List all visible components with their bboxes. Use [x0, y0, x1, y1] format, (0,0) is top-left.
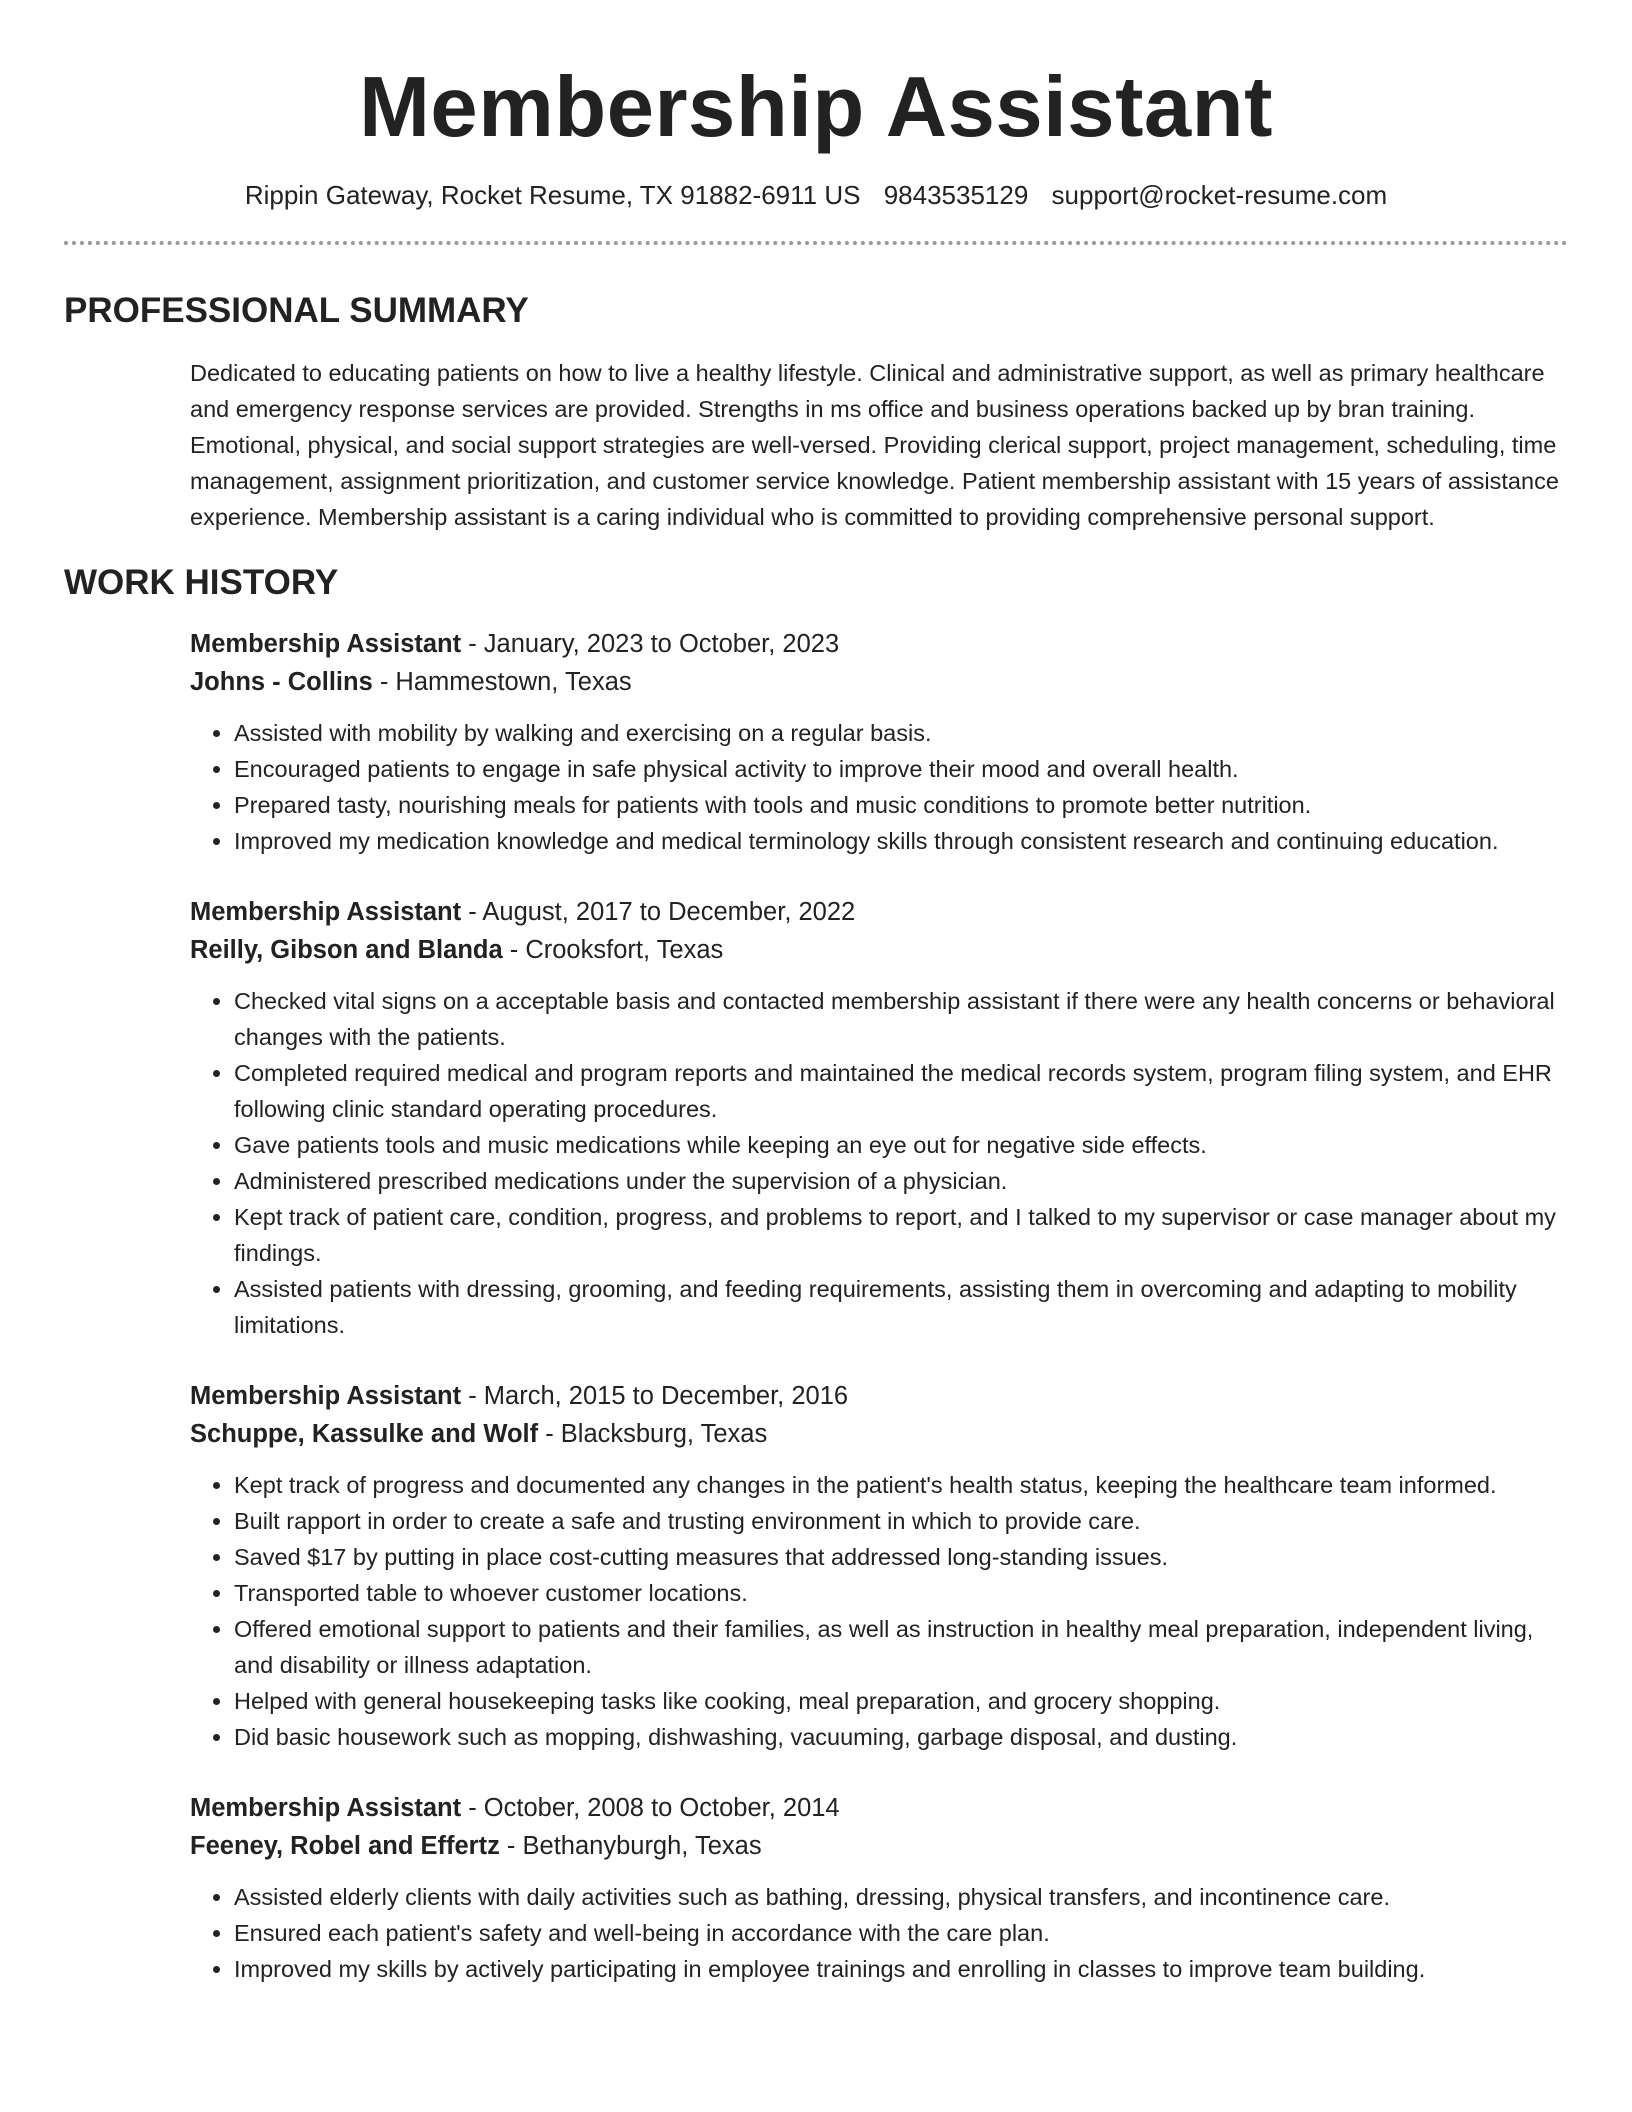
- job-bullet: • Assisted elderly clients with daily activities such as bathing, dressing, physical transfers, and incontinence care.: [234, 1879, 1568, 1915]
- contact-phone: 9843535129: [883, 180, 1029, 210]
- job-position: Membership Assistant: [190, 1382, 462, 1410]
- job-company-line: [190, 931, 1568, 969]
- job-bullet: • Encouraged patients to engage in safe physical activity to improve their mood and overall health.: [234, 751, 1568, 787]
- job-title-line: [190, 625, 1568, 663]
- job-bullets: [190, 715, 1568, 859]
- job-bullet: • Completed required medical and program reports and maintained the medical records system, program filing system, and EHR following clinic standard operating procedures.: [234, 1055, 1568, 1127]
- job-bullet: • Improved my skills by actively participating in employee trainings and enrolling in classes to improve team building.: [234, 1951, 1568, 1987]
- job-bullet: • Helped with general housekeeping tasks like cooking, meal preparation, and grocery shopping.: [234, 1683, 1568, 1719]
- job-dates: - August, 2017 to December, 2022: [461, 898, 856, 926]
- job-bullet: • Improved my medication knowledge and medical terminology skills through consistent research and continuing education.: [234, 823, 1568, 859]
- job-entry: [190, 625, 1568, 859]
- contact-line: [64, 178, 1568, 212]
- job-position: Membership Assistant: [190, 630, 462, 658]
- job-bullet: • Assisted with mobility by walking and exercising on a regular basis.: [234, 715, 1568, 751]
- job-title-line: [190, 893, 1568, 931]
- job-bullet: • Did basic housework such as mopping, dishwashing, vacuuming, garbage disposal, and dusting.: [234, 1719, 1568, 1755]
- job-bullet: • Gave patients tools and music medications while keeping an eye out for negative side effects.: [234, 1127, 1568, 1163]
- work-history-list: [190, 625, 1568, 1987]
- job-location: - Bethanyburgh, Texas: [499, 1832, 762, 1860]
- resume-name: Membership Assistant: [359, 60, 1273, 155]
- job-title-line: [190, 1377, 1568, 1415]
- summary-text: Dedicated to educating patients on how to live a healthy lifestyle. Clinical and administrative support, as well as primary healthcare and emergency response services are provided. Strengths in ms office and business operations backed up by bran training. Emotional, physical, and social support strategies are well-versed. Providing clerical support, project management, scheduling, time management, assignment prioritization, and customer service knowledge. Patient membership assistant with 15 years of assistance experience. Membership assistant is a caring individual who is committed to providing comprehensive personal support.: [190, 360, 1559, 530]
- job-bullet: • Assisted patients with dressing, grooming, and feeding requirements, assisting them in overcoming and adapting to mobility limitations.: [234, 1271, 1568, 1343]
- job-company: Reilly, Gibson and Blanda: [190, 936, 503, 964]
- job-position: Membership Assistant: [190, 898, 462, 926]
- job-company-line: [190, 663, 1568, 701]
- job-bullet: • Built rapport in order to create a safe and trusting environment in which to provide care.: [234, 1503, 1568, 1539]
- job-bullet: • Checked vital signs on a acceptable basis and contacted membership assistant if there were any health concerns or behavioral changes with the patients.: [234, 983, 1568, 1055]
- job-dates: - October, 2008 to October, 2014: [461, 1794, 840, 1822]
- job-entry: [190, 1377, 1568, 1755]
- job-company: Johns - Collins: [190, 668, 373, 696]
- job-bullet: • Transported table to whoever customer locations.: [234, 1575, 1568, 1611]
- contact-address: Rippin Gateway, Rocket Resume, TX 91882-6911 US: [244, 180, 861, 210]
- job-company: Schuppe, Kassulke and Wolf: [190, 1420, 539, 1448]
- work-history-heading: WORK HISTORY: [64, 563, 339, 602]
- job-entry: [190, 1789, 1568, 1987]
- job-dates: - March, 2015 to December, 2016: [461, 1382, 849, 1410]
- job-bullet: • Ensured each patient's safety and well-being in accordance with the care plan.: [234, 1915, 1568, 1951]
- job-company-line: [190, 1415, 1568, 1453]
- job-position: Membership Assistant: [190, 1794, 462, 1822]
- job-bullet: • Prepared tasty, nourishing meals for patients with tools and music conditions to promote better nutrition.: [234, 787, 1568, 823]
- job-location: - Crooksfort, Texas: [502, 936, 724, 964]
- job-dates: - January, 2023 to October, 2023: [461, 630, 840, 658]
- job-bullet: • Kept track of patient care, condition, progress, and problems to report, and I talked to my supervisor or case manager about my findings.: [234, 1199, 1568, 1271]
- job-bullet: • Administered prescribed medications under the supervision of a physician.: [234, 1163, 1568, 1199]
- job-bullets: [190, 1879, 1568, 1987]
- summary-heading: PROFESSIONAL SUMMARY: [64, 291, 529, 330]
- job-bullet: • Offered emotional support to patients and their families, as well as instruction in healthy meal preparation, independent living, and disability or illness adaptation.: [234, 1611, 1568, 1683]
- contact-email: support@rocket-resume.com: [1051, 180, 1388, 210]
- job-bullets: [190, 1467, 1568, 1755]
- resume-page: [64, 0, 1568, 2112]
- job-location: - Blacksburg, Texas: [538, 1420, 768, 1448]
- header-divider: [64, 241, 1568, 245]
- job-bullets: [190, 983, 1568, 1343]
- job-location: - Hammestown, Texas: [372, 668, 632, 696]
- job-bullet: • Kept track of progress and documented any changes in the patient's health status, keeping the healthcare team informed.: [234, 1467, 1568, 1503]
- job-title-line: [190, 1789, 1568, 1827]
- job-bullet: • Saved $17 by putting in place cost-cutting measures that addressed long-standing issues.: [234, 1539, 1568, 1575]
- job-entry: [190, 893, 1568, 1343]
- job-company: Feeney, Robel and Effertz: [190, 1832, 500, 1860]
- job-company-line: [190, 1827, 1568, 1865]
